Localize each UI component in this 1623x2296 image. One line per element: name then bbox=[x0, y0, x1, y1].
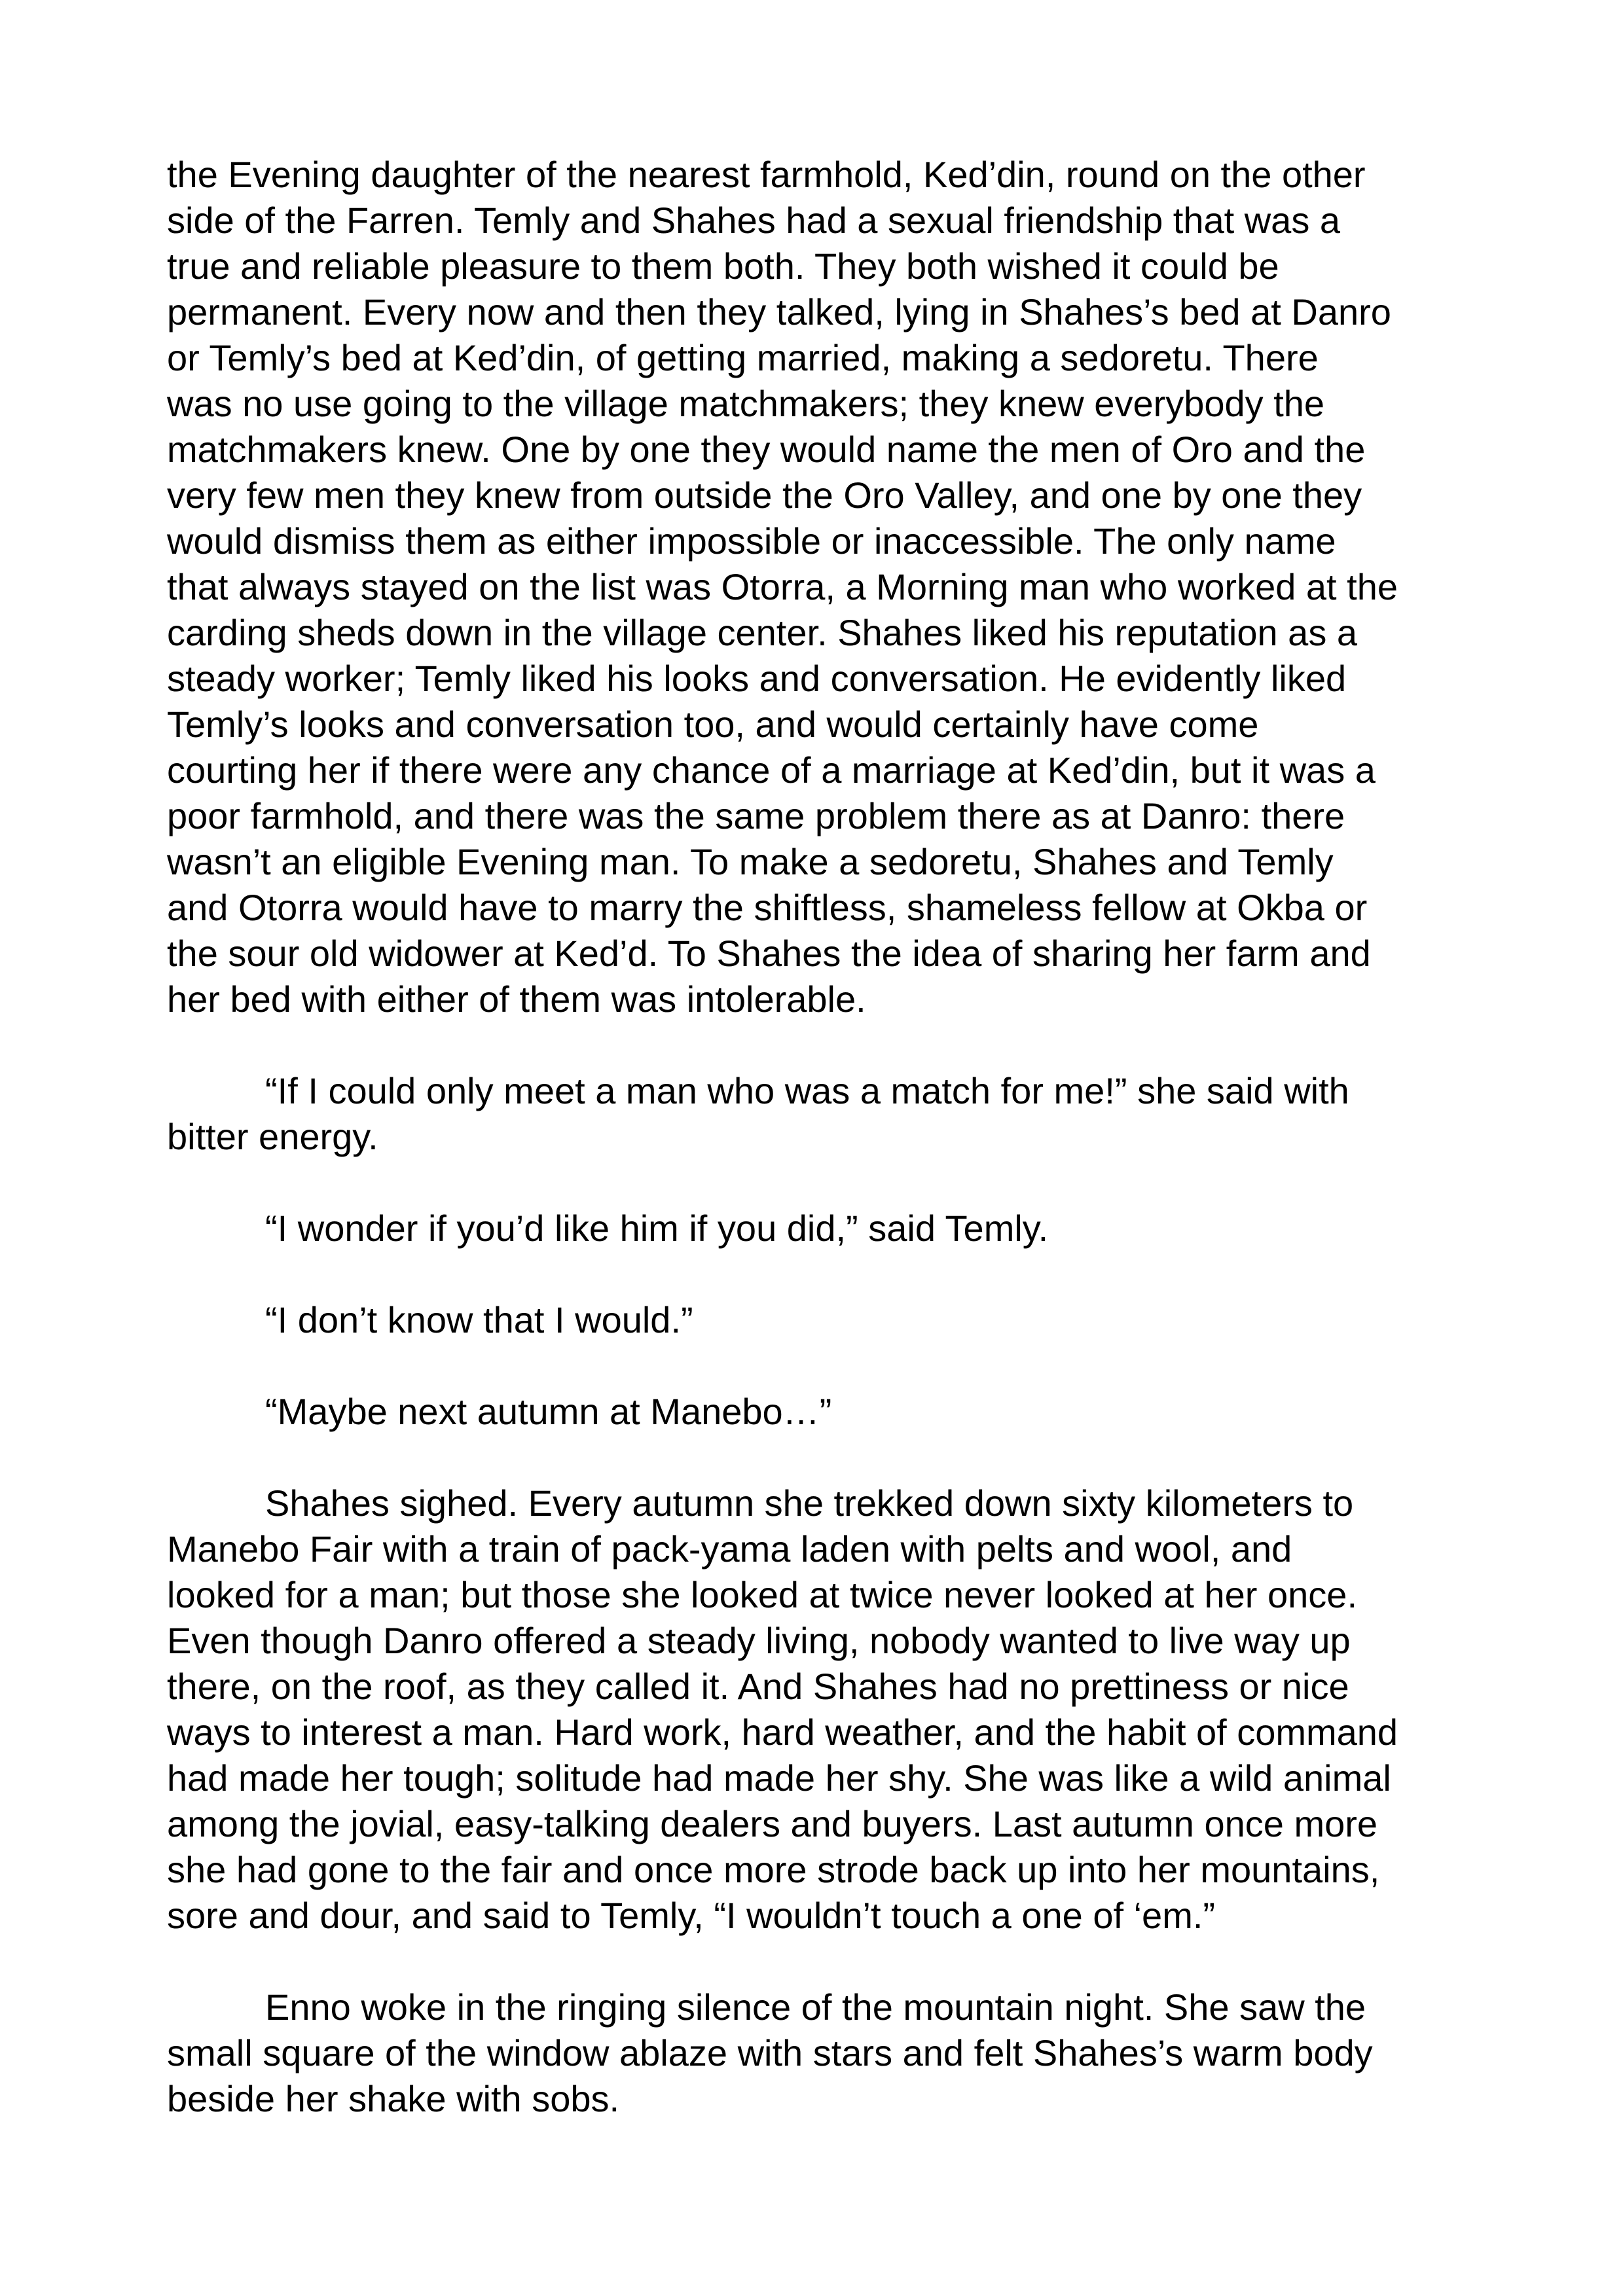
paragraph: Enno woke in the ringing silence of the mountain night. She saw the small square of the window ablaze with stars and felt Shahes’s warm body beside her shake with sobs. bbox=[167, 1986, 1373, 2119]
document-page bbox=[167, 152, 1489, 2168]
paragraph: the Evening daughter of the nearest farmhold, Ked’din, round on the other side of the Farren. Temly and Shahes had a sexual friendship that was a true and reliable pleasure to them both. They both wished it could be permanent. Every now and then they talked, lying in Shahes’s bed at Danro or Temly’s bed at Ked’din, of getting married, making a sedoretu. There was no use going to the village matchmakers; they knew everybody the matchmakers knew. One by one they would name the men of Oro and the very few men they knew from outside the Oro Valley, and one by one they would dismiss them as either impossible or inaccessible. The only name that always stayed on the list was Otorra, a Morning man who worked at the carding sheds down in the village center. Shahes liked his reputation as a steady worker; Temly liked his looks and conversation. He evidently liked Temly’s looks and conversation too, and would certainly have come courting her if there were any chance of a marriage at Ked’din, but it was a poor farmhold, and there was the same problem there as at Danro: there wasn’t an eligible Evening man. To make a sedoretu, Shahes and Temly and Otorra would have to marry the shiftless, shameless fellow at Okba or the sour old widower at Ked’d. To Shahes the idea of sharing her farm and her bed with either of them was intolerable. bbox=[167, 154, 1398, 1020]
paragraph: “I wonder if you’d like him if you did,” said Temly. bbox=[265, 1208, 1049, 1249]
paragraph: “If I could only meet a man who was a match for me!” she said with bitter energy. bbox=[167, 1070, 1349, 1157]
paragraph: “I don’t know that I would.” bbox=[265, 1299, 693, 1340]
paragraph: “Maybe next autumn at Manebo…” bbox=[265, 1391, 832, 1432]
paragraph: Shahes sighed. Every autumn she trekked down sixty kilometers to Manebo Fair with a train of pack-yama laden with pelts and wool, and looked for a man; but those she looked at twice never looked at her once. Even though Danro offered a steady living, nobody wanted to live way up there, on the roof, as they called it. And Shahes had no prettiness or nice ways to interest a man. Hard work, hard weather, and the habit of command had made her tough; solitude had made her shy. She was like a wild animal among the jovial, easy-talking dealers and buyers. Last autumn once more she had gone to the fair and once more strode back up into her mountains, sore and dour, and said to Temly, “I wouldn’t touch a one of ‘em.” bbox=[167, 1482, 1398, 1936]
